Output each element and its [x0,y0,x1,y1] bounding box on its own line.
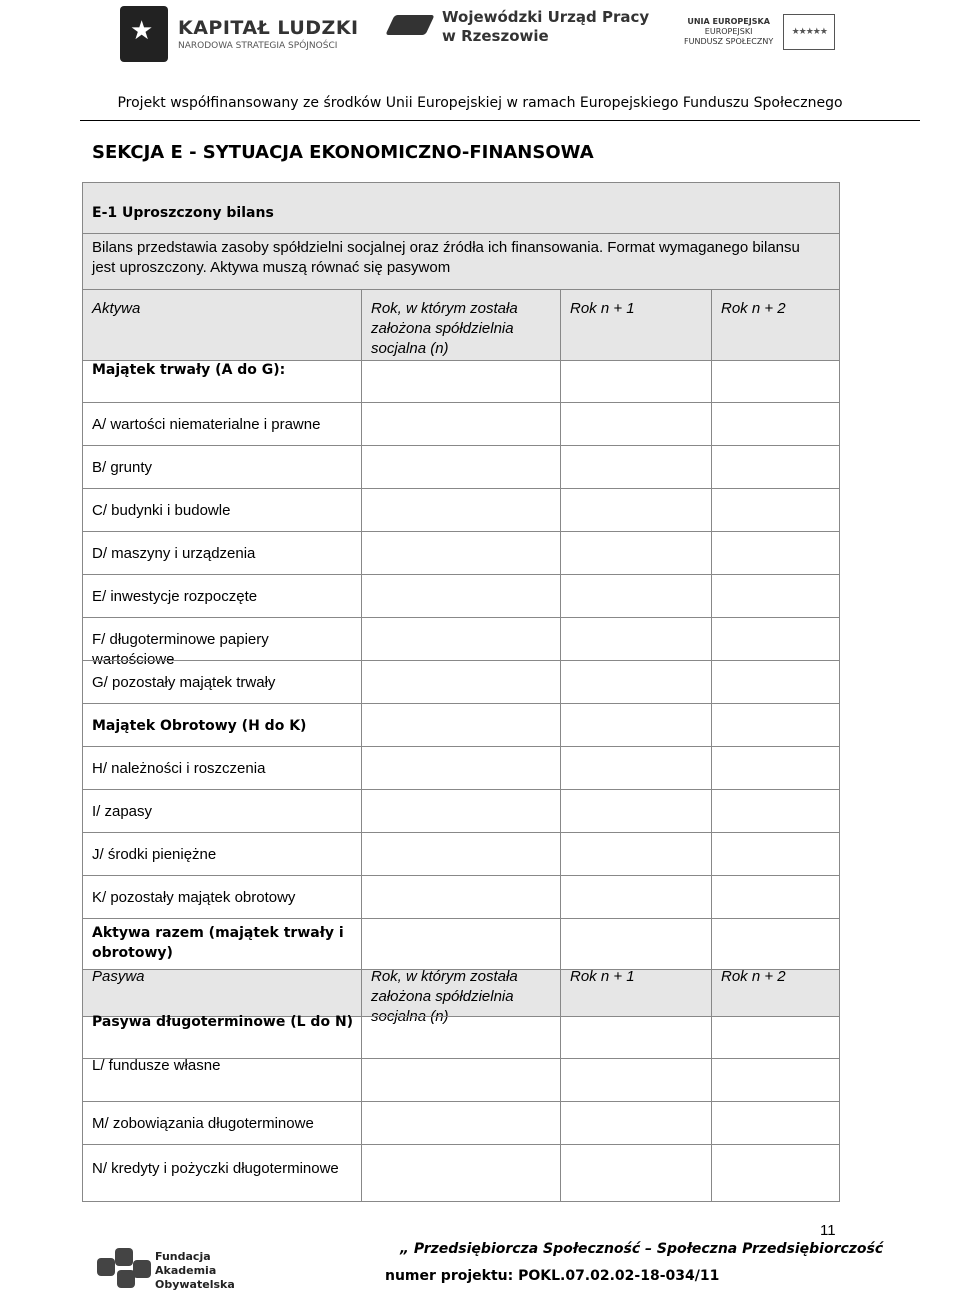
col1-label: Rok, w którym została założona spółdzielnia socjalna (n) [371,300,518,357]
row-f-label: F/ długoterminowe papiery wartościowe [92,631,269,668]
assets-header: Aktywa [92,300,141,317]
row-assets-total-value-2[interactable] [560,918,712,970]
row-l-label: L/ fundusze własne [92,1057,221,1074]
row-assets-total-label-cell [82,918,362,970]
row-n-value-1[interactable] [361,1144,561,1202]
row-i-value-1[interactable] [361,789,561,833]
col-header-year-n [361,289,561,361]
row-n-label-cell [82,1144,362,1202]
section-title: SEKCJA E - SYTUACJA EKONOMICZNO-FINANSOWA [92,142,594,163]
eu-logo [684,14,835,50]
row-d-value-1[interactable] [361,531,561,575]
row-k-label-cell [82,875,362,919]
row-j-value-2[interactable] [560,832,712,876]
row-m-value-2[interactable] [560,1101,712,1145]
block-description-cell [82,233,840,290]
row-c-value-3[interactable] [711,488,840,532]
header-divider [80,120,920,121]
row-b-label-cell [82,445,362,489]
row-i-label-cell [82,789,362,833]
row-i-label: I/ zapasy [92,803,153,820]
row-e-value-1[interactable] [361,574,561,618]
puzzle-icon [97,1248,147,1292]
liabilities-col-3-label: Rok n + 2 [721,968,786,985]
row-j-label-cell [82,832,362,876]
eu-line1: UNIA EUROPEJSKA [687,17,770,26]
row-g-label: G/ pozostały majątek trwały [92,674,276,691]
row-g-label-cell [82,660,362,704]
row-f-value-1[interactable] [361,617,561,661]
row-k-value-3[interactable] [711,875,840,919]
project-cofinancing-line: Projekt współfinansowany ze środków Unii Europejskiej w ramach Europejskiego Funduszu Społecznego [117,95,843,111]
row-b-value-3[interactable] [711,445,840,489]
wup-line1: Wojewódzki Urząd Pracy [442,8,650,26]
row-liabilities-header-value-3[interactable] [711,969,840,1017]
row-c-label: C/ budynki i budowle [92,502,231,519]
page-number: 11 [820,1222,836,1239]
row-assets-total-value-1[interactable] [361,918,561,970]
row-current-assets-value-3[interactable] [711,703,840,747]
row-long-liabilities-value-3[interactable] [711,1016,840,1059]
liabilities-col-2-label: Rok n + 1 [570,968,635,985]
row-d-value-2[interactable] [560,531,712,575]
row-n-value-3[interactable] [711,1144,840,1202]
row-liabilities-header-value-2[interactable] [560,969,712,1017]
row-e-label-cell [82,574,362,618]
row-c-value-1[interactable] [361,488,561,532]
row-i-value-2[interactable] [560,789,712,833]
fundacja-akademia-logo [97,1246,235,1294]
row-current-assets-value-1[interactable] [361,703,561,747]
row-h-value-2[interactable] [560,746,712,790]
col2-label: Rok n + 1 [570,300,635,317]
row-a-value-2[interactable] [560,402,712,446]
row-long-liabilities-label: Pasywa długoterminowe (L do N) [92,1014,354,1030]
eu-line3: FUNDUSZ SPOŁECZNY [684,37,774,46]
row-h-label: H/ należności i roszczenia [92,760,266,777]
row-j-label: J/ środki pieniężne [92,846,217,863]
row-m-label: M/ zobowiązania długoterminowe [92,1115,314,1132]
row-a-value-1[interactable] [361,402,561,446]
col-header-year-n2 [711,289,840,361]
fixed-assets-n1[interactable] [560,360,712,403]
row-e-value-3[interactable] [711,574,840,618]
org-line1: Fundacja [155,1250,211,1263]
org-line2: Akademia [155,1264,217,1277]
block-title-cell [82,182,840,234]
row-h-value-3[interactable] [711,746,840,790]
row-k-value-2[interactable] [560,875,712,919]
col3-label: Rok n + 2 [721,300,786,317]
row-a-label-cell [82,402,362,446]
row-long-liabilities-value-1[interactable] [361,1016,561,1059]
kapital-ludzki-name: KAPITAŁ LUDZKI [178,17,359,39]
row-d-label: D/ maszyny i urządzenia [92,545,256,562]
liabilities-col-0-label: Pasywa [92,968,145,985]
liabilities-col-1-label: Rok, w którym została założona spółdzielnia socjalna (n) [371,968,518,1025]
wup-logo [388,8,649,46]
row-l-value-3[interactable] [711,1058,840,1102]
row-h-label-cell [82,746,362,790]
page-header [0,0,960,80]
eu-line2: EUROPEJSKI [704,27,753,36]
fixed-assets-row [82,360,362,403]
row-l-label-cell [82,1058,362,1102]
row-n-value-2[interactable] [560,1144,712,1202]
row-j-value-3[interactable] [711,832,840,876]
row-k-value-1[interactable] [361,875,561,919]
row-l-value-2[interactable] [560,1058,712,1102]
row-liabilities-header-value-1[interactable] [361,968,561,1025]
fixed-assets-n2[interactable] [711,360,840,403]
row-current-assets-label-cell [82,703,362,747]
row-g-value-3[interactable] [711,660,840,704]
row-l-value-1[interactable] [361,1058,561,1102]
row-a-value-3[interactable] [711,402,840,446]
row-n-label: N/ kredyty i pożyczki długoterminowe [92,1160,339,1177]
footer-project-number: numer projektu: POKL.07.02.02-18-034/11 [385,1268,720,1284]
row-b-value-1[interactable] [361,445,561,489]
footer-slogan: „ Przedsiębiorcza Społeczność – Społeczna Przedsiębiorczość [400,1241,884,1257]
row-d-label-cell [82,531,362,575]
row-g-value-2[interactable] [560,660,712,704]
block-title: E-1 Uproszczony bilans [92,205,274,221]
row-e-value-2[interactable] [560,574,712,618]
row-h-value-1[interactable] [361,746,561,790]
row-c-value-2[interactable] [560,488,712,532]
row-assets-total-label: Aktywa razem (majątek trwały i obrotowy) [92,925,344,961]
row-a-label: A/ wartości niematerialne i prawne [92,416,321,433]
row-m-label-cell [82,1101,362,1145]
row-e-label: E/ inwestycje rozpoczęte [92,588,258,605]
row-assets-total-value-3[interactable] [711,918,840,970]
kapital-ludzki-logo [120,6,359,62]
row-k-label: K/ pozostały majątek obrotowy [92,889,296,906]
row-liabilities-header-label-cell [82,969,362,1017]
row-c-label-cell [82,488,362,532]
row-b-value-2[interactable] [560,445,712,489]
kapital-ludzki-icon [120,6,168,62]
kapital-ludzki-tagline: NARODOWA STRATEGIA SPÓJNOŚCI [178,41,338,51]
row-i-value-3[interactable] [711,789,840,833]
row-m-value-1[interactable] [361,1101,561,1145]
wup-line2: w Rzeszowie [442,27,549,45]
row-current-assets-label: Majątek Obrotowy (H do K) [92,718,307,734]
row-f-value-2[interactable] [560,617,712,661]
row-current-assets-value-2[interactable] [560,703,712,747]
eu-flag-icon: ★★★★★ [783,14,835,50]
row-f-value-3[interactable] [711,617,840,661]
fixed-assets-n[interactable] [361,360,561,403]
fixed-assets-title: Majątek trwały (A do G): [92,362,286,378]
block-description: Bilans przedstawia zasoby spółdzielni socjalnej oraz źródła ich finansowania. Format wymaganego bilansu jest uproszczony. Aktywa muszą równać się pasywom [92,239,800,276]
wup-icon [388,9,432,45]
row-b-label: B/ grunty [92,459,153,476]
row-long-liabilities-label-cell [82,1016,362,1059]
col-header-year-n1 [560,289,712,361]
row-f-label-cell [82,617,362,668]
row-long-liabilities-value-2[interactable] [560,1016,712,1059]
row-m-value-3[interactable] [711,1101,840,1145]
assets-header-cell [82,289,362,378]
row-g-value-1[interactable] [361,660,561,704]
row-d-value-3[interactable] [711,531,840,575]
balance-sheet-form [82,182,840,1202]
org-line3: Obywatelska [155,1278,235,1291]
row-j-value-1[interactable] [361,832,561,876]
